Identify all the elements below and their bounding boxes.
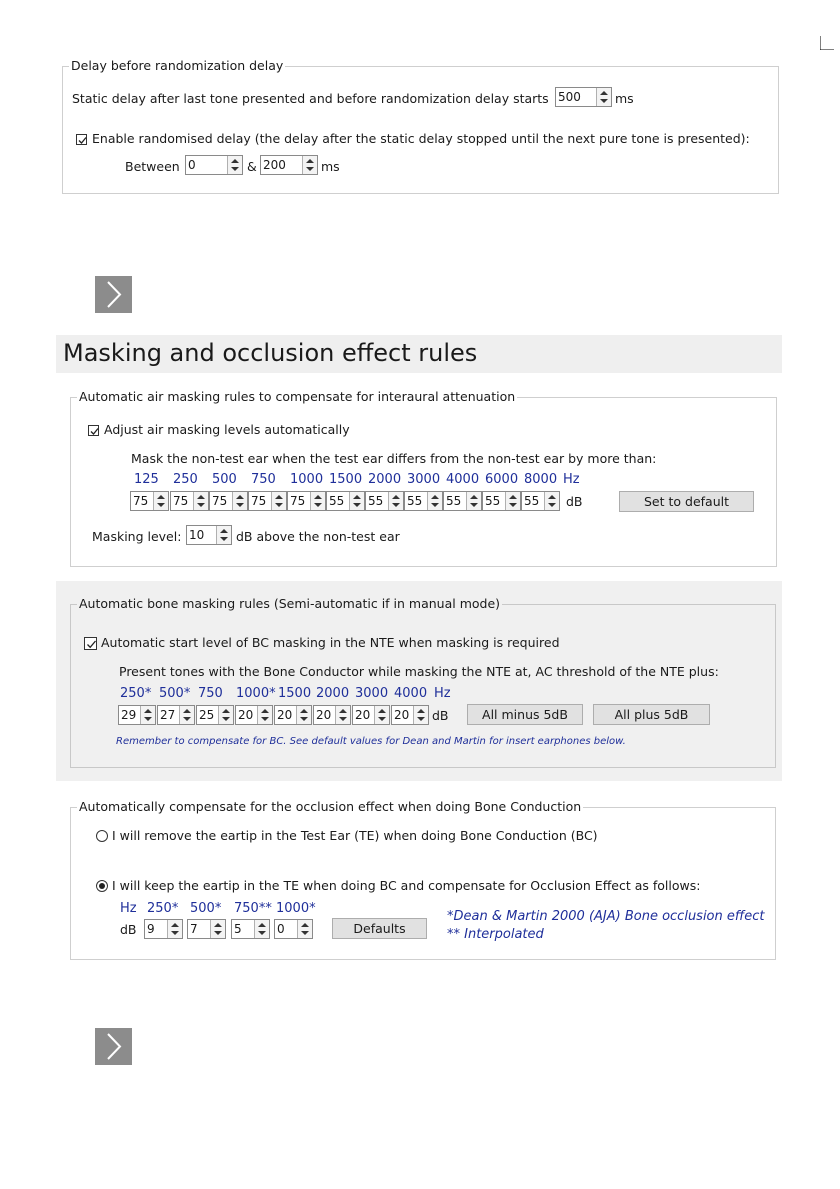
adjust-air-masking-label: Adjust air masking levels automatically: [104, 422, 350, 437]
spinner-buttons[interactable]: [271, 492, 286, 510]
air-level-value[interactable]: 55: [407, 494, 423, 508]
enable-randomised-label: Enable randomised delay (the delay after the static delay stopped until the next pure tone is presented):: [92, 131, 750, 146]
air-level-value[interactable]: 55: [524, 494, 540, 508]
oe-level-spinner[interactable]: [231, 919, 270, 939]
keep-eartip-label: I will keep the eartip in the TE when doing BC and compensate for Occlusion Effect as follows:: [112, 878, 701, 893]
next-button[interactable]: [95, 276, 132, 313]
spinner-buttons[interactable]: [227, 156, 242, 174]
spinner-buttons[interactable]: [544, 492, 559, 510]
oe-level-spinner[interactable]: [187, 919, 226, 939]
section-title: Masking and occlusion effect rules: [63, 339, 478, 367]
bc-level-value[interactable]: 20: [238, 708, 254, 722]
oe-level-spinner[interactable]: [144, 919, 183, 939]
static-delay-spinner[interactable]: [555, 87, 612, 107]
masking-level-spinner[interactable]: [186, 525, 232, 545]
spinner-buttons[interactable]: [167, 920, 182, 938]
spinner-buttons[interactable]: [216, 526, 231, 544]
air-level-value[interactable]: 75: [212, 494, 228, 508]
check-icon: [89, 426, 100, 437]
bc-freq-750: 750: [198, 686, 223, 701]
air-level-value[interactable]: 75: [173, 494, 189, 508]
bc-start-level-label: Automatic start level of BC masking in the NTE when masking is required: [101, 635, 560, 650]
bc-level-spinner[interactable]: [196, 705, 234, 725]
bc-level-value[interactable]: 20: [355, 708, 371, 722]
bc-level-value[interactable]: 25: [199, 708, 215, 722]
spinner-buttons[interactable]: [140, 706, 155, 724]
oe-level-value[interactable]: 7: [190, 922, 198, 936]
bc-level-spinner[interactable]: [391, 705, 429, 725]
crop-mark-icon: [820, 36, 834, 50]
bc-freq-4000: 4000: [394, 686, 428, 701]
bc-present-text: Present tones with the Bone Conductor while masking the NTE at, AC threshold of the NTE plus:: [119, 664, 719, 679]
chevron-right-icon: [95, 1028, 132, 1065]
defaults-button[interactable]: Defaults: [332, 918, 427, 939]
bc-level-spinner[interactable]: [274, 705, 312, 725]
air-level-spinner[interactable]: [287, 491, 326, 511]
air-level-unit: dB: [566, 494, 583, 509]
bc-freq-1000: 1000*: [236, 686, 276, 701]
air-level-spinner[interactable]: [521, 491, 560, 511]
oe-hz-label: Hz: [120, 901, 137, 916]
spinner-buttons[interactable]: [505, 492, 520, 510]
bc-level-value[interactable]: 20: [316, 708, 332, 722]
static-delay-value[interactable]: 500: [558, 90, 581, 104]
oe-freq-1000: 1000*: [276, 901, 316, 916]
air-level-spinner[interactable]: [365, 491, 404, 511]
delay-group-legend: Delay before randomization delay: [71, 58, 284, 73]
spinner-buttons[interactable]: [302, 156, 317, 174]
air-level-value[interactable]: 55: [485, 494, 501, 508]
spinner-buttons[interactable]: [296, 706, 311, 724]
air-freq-2000: 2000: [368, 472, 402, 487]
interpolated-note: ** Interpolated: [447, 927, 544, 942]
spinner-buttons[interactable]: [310, 492, 325, 510]
oe-freq-250: 250*: [147, 901, 179, 916]
oe-level-value[interactable]: 0: [277, 922, 285, 936]
air-level-spinner[interactable]: [130, 491, 169, 511]
bc-level-spinner[interactable]: [118, 705, 156, 725]
air-level-spinner[interactable]: [482, 491, 521, 511]
spinner-buttons[interactable]: [153, 492, 168, 510]
occlusion-legend: Automatically compensate for the occlusion effect when doing Bone Conduction: [79, 799, 582, 814]
air-freq-1500: 1500: [329, 472, 363, 487]
bc-level-unit: dB: [432, 708, 449, 723]
spinner-buttons[interactable]: [257, 706, 272, 724]
spinner-buttons[interactable]: [374, 706, 389, 724]
bc-level-spinner[interactable]: [235, 705, 273, 725]
spinner-buttons[interactable]: [193, 492, 208, 510]
bc-level-value[interactable]: 20: [277, 708, 293, 722]
air-level-spinner[interactable]: [404, 491, 443, 511]
masking-level-suffix: dB above the non-test ear: [236, 529, 400, 544]
remove-eartip-radio[interactable]: [96, 830, 108, 842]
bc-level-value[interactable]: 29: [121, 708, 137, 722]
bc-freq-1500: 1500: [278, 686, 312, 701]
spinner-buttons[interactable]: [297, 920, 312, 938]
oe-level-value[interactable]: 9: [147, 922, 155, 936]
air-freq-1000: 1000: [290, 472, 324, 487]
check-icon: [77, 135, 88, 146]
static-delay-unit: ms: [615, 91, 634, 106]
air-freq-4000: 4000: [446, 472, 480, 487]
air-level-spinner[interactable]: [209, 491, 248, 511]
air-masking-legend: Automatic air masking rules to compensate for interaural attenuation: [79, 389, 516, 404]
air-level-spinner[interactable]: [248, 491, 287, 511]
air-freq-500: 500: [212, 472, 237, 487]
bc-level-spinner[interactable]: [313, 705, 351, 725]
enable-randomised-checkbox[interactable]: [76, 134, 87, 145]
all-minus-5db-button[interactable]: All minus 5dB: [467, 704, 583, 725]
air-level-value[interactable]: 75: [251, 494, 267, 508]
bc-start-level-checkbox[interactable]: [84, 637, 97, 650]
bc-level-value[interactable]: 20: [394, 708, 410, 722]
bc-freq-unit: Hz: [434, 686, 451, 701]
air-level-value[interactable]: 75: [290, 494, 306, 508]
static-delay-label: Static delay after last tone presented and before randomization delay starts: [72, 91, 549, 106]
air-level-spinner[interactable]: [326, 491, 365, 511]
check-icon: [85, 638, 98, 651]
min-delay-spinner[interactable]: [185, 155, 243, 175]
spinner-buttons[interactable]: [466, 492, 481, 510]
range-unit: ms: [321, 159, 340, 174]
oe-freq-750: 750**: [234, 901, 272, 916]
spinner-buttons[interactable]: [349, 492, 364, 510]
air-freq-8000: 8000: [524, 472, 558, 487]
air-level-value[interactable]: 55: [368, 494, 384, 508]
spinner-buttons[interactable]: [427, 492, 442, 510]
remove-eartip-label: I will remove the eartip in the Test Ear (TE) when doing Bone Conduction (BC): [112, 828, 598, 843]
masking-level-label: Masking level:: [92, 529, 182, 544]
bc-freq-500: 500*: [159, 686, 191, 701]
max-delay-spinner[interactable]: [260, 155, 318, 175]
oe-level-value[interactable]: 5: [234, 922, 242, 936]
bc-level-spinner[interactable]: [352, 705, 390, 725]
spinner-buttons[interactable]: [413, 706, 428, 724]
air-level-spinner[interactable]: [170, 491, 209, 511]
spinner-buttons[interactable]: [218, 706, 233, 724]
chevron-right-icon: [95, 276, 132, 313]
keep-eartip-radio[interactable]: [96, 880, 108, 892]
masking-level-value[interactable]: 10: [189, 528, 205, 542]
spinner-buttons[interactable]: [254, 920, 269, 938]
bc-compensate-note: Remember to compensate for BC. See default values for Dean and Martin for insert earphones below.: [116, 736, 626, 747]
radio-selected-dot: [99, 883, 105, 889]
between-label: Between: [125, 159, 180, 174]
spinner-buttons[interactable]: [388, 492, 403, 510]
next-button[interactable]: [95, 1028, 132, 1065]
oe-db-label: dB: [120, 922, 137, 937]
air-freq-250: 250: [173, 472, 198, 487]
air-level-spinner[interactable]: [443, 491, 482, 511]
air-freq-125: 125: [134, 472, 159, 487]
min-delay-value[interactable]: 0: [188, 158, 196, 172]
bc-level-spinner[interactable]: [157, 705, 195, 725]
bc-freq-2000: 2000: [316, 686, 350, 701]
oe-level-spinner[interactable]: [274, 919, 313, 939]
all-plus-5db-button[interactable]: All plus 5dB: [593, 704, 710, 725]
spinner-buttons[interactable]: [179, 706, 194, 724]
dean-martin-note: *Dean & Martin 2000 (AJA) Bone occlusion effect: [447, 909, 765, 924]
max-delay-value[interactable]: 200: [263, 158, 286, 172]
air-freq-3000: 3000: [407, 472, 441, 487]
spinner-buttons[interactable]: [210, 920, 225, 938]
and-label: &: [247, 159, 257, 174]
air-level-value[interactable]: 55: [329, 494, 345, 508]
spinner-buttons[interactable]: [232, 492, 247, 510]
air-level-value[interactable]: 55: [446, 494, 462, 508]
mask-rule-text: Mask the non-test ear when the test ear differs from the non-test ear by more than:: [131, 451, 657, 466]
air-level-value[interactable]: 75: [133, 494, 149, 508]
bc-freq-250: 250*: [120, 686, 152, 701]
bc-freq-3000: 3000: [355, 686, 389, 701]
adjust-air-masking-checkbox[interactable]: [88, 425, 99, 436]
air-freq-750: 750: [251, 472, 276, 487]
bc-level-value[interactable]: 27: [160, 708, 176, 722]
air-freq-unit: Hz: [563, 472, 580, 487]
oe-freq-500: 500*: [190, 901, 222, 916]
spinner-buttons[interactable]: [596, 88, 611, 106]
bone-masking-legend: Automatic bone masking rules (Semi-automatic if in manual mode): [79, 596, 501, 611]
set-to-default-button[interactable]: Set to default: [619, 491, 754, 512]
spinner-buttons[interactable]: [335, 706, 350, 724]
air-freq-6000: 6000: [485, 472, 519, 487]
